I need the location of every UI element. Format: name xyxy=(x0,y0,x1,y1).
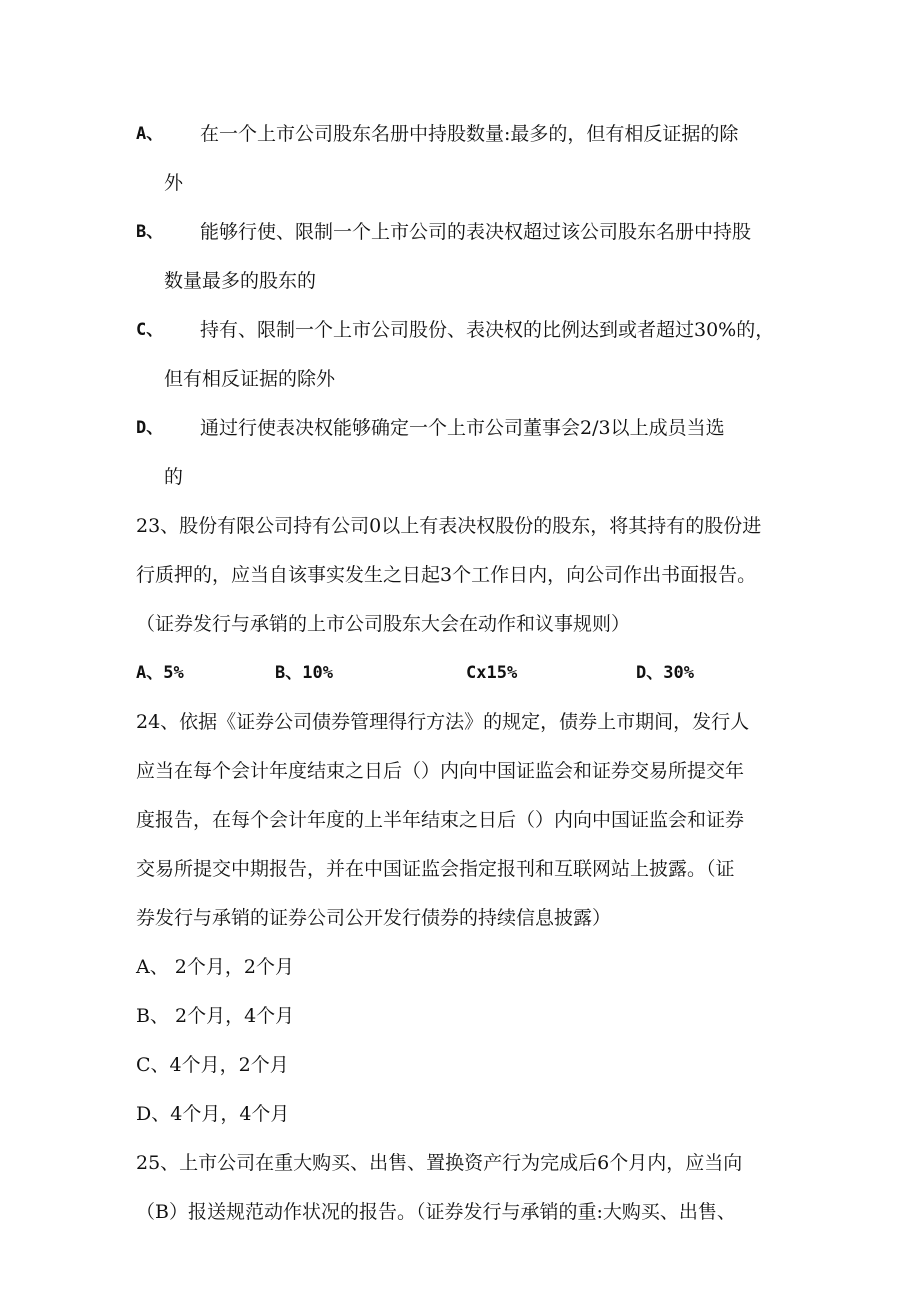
q24-option-d: D、4个月，4个月 xyxy=(136,1103,290,1125)
q22-option-a-text: 在一个上市公司股东名册中持股数量:最多的，但有相反证据的除 xyxy=(200,123,739,145)
q23-source-note: （证券发行与承销的上市公司股东大会在动作和议事规则） xyxy=(136,613,631,635)
q23-option-c: Cx15% xyxy=(466,663,518,683)
q24-source-note: 券发行与承销的证券公司公开发行债券的持续信息披露） xyxy=(136,907,612,929)
q24-stem-line-2: 应当在每个会计年度结束之日后（）内向中国证监会和证券交易所提交年 xyxy=(136,760,745,782)
q22-option-d-label: D、 xyxy=(136,418,164,438)
q23-stem-line-1: 23、股份有限公司持有公司0以上有表决权股份的股东，将其持有的股份进 xyxy=(136,515,762,537)
q24-stem-line-4: 交易所提交中期报告，并在中国证监会指定报刊和互联网站上披露。（证 xyxy=(136,858,735,880)
q23-stem-line-2: 行质押的，应当自该事实发生之日起3个工作日内，向公司作出书面报告。 xyxy=(136,564,757,586)
q22-option-d-text-cont: 的 xyxy=(164,466,184,488)
q22-option-b-text: 能够行使、限制一个上市公司的表决权超过该公司股东名册中持股 xyxy=(200,221,752,243)
q22-option-b-text-cont: 数量最多的股东的 xyxy=(164,270,317,292)
q22-option-c-text: 持有、限制一个上市公司股份、表决权的比例达到或者超过30%的， xyxy=(200,319,775,341)
q24-option-a: A、 2个月，2个月 xyxy=(136,956,294,978)
q22-option-a-label: A、 xyxy=(136,124,164,144)
q24-option-b: B、 2个月，4个月 xyxy=(136,1005,295,1027)
q24-stem-line-1: 24、依据《证券公司债券管理得行方法》的规定，债券上市期间，发行人 xyxy=(136,711,750,733)
q22-option-d-text: 通过行使表决权能够确定一个上市公司董事会2/3以上成员当选 xyxy=(200,417,725,439)
q24-stem-line-3: 度报告，在每个会计年度的上半年结束之日后（）内向中国证监会和证券 xyxy=(136,809,745,831)
q24-option-c: C、4个月，2个月 xyxy=(136,1054,289,1076)
q22-option-c-text-cont: 但有相反证据的除外 xyxy=(164,368,336,390)
q22-option-b-label: B、 xyxy=(136,222,164,242)
q25-stem-line-2: （B）报送规范动作状况的报告。（证券发行与承销的重:大购买、出售、 xyxy=(136,1201,736,1223)
q23-option-b: B、10% xyxy=(275,663,333,683)
q23-option-d: D、30% xyxy=(636,663,694,683)
q22-option-c-label: C、 xyxy=(136,320,164,340)
q23-option-a: A、5% xyxy=(136,663,184,683)
q25-stem-line-1: 25、上市公司在重大购买、出售、置换资产行为完成后6个月内，应当向 xyxy=(136,1152,743,1174)
q22-option-a-text-cont: 外 xyxy=(164,172,184,194)
